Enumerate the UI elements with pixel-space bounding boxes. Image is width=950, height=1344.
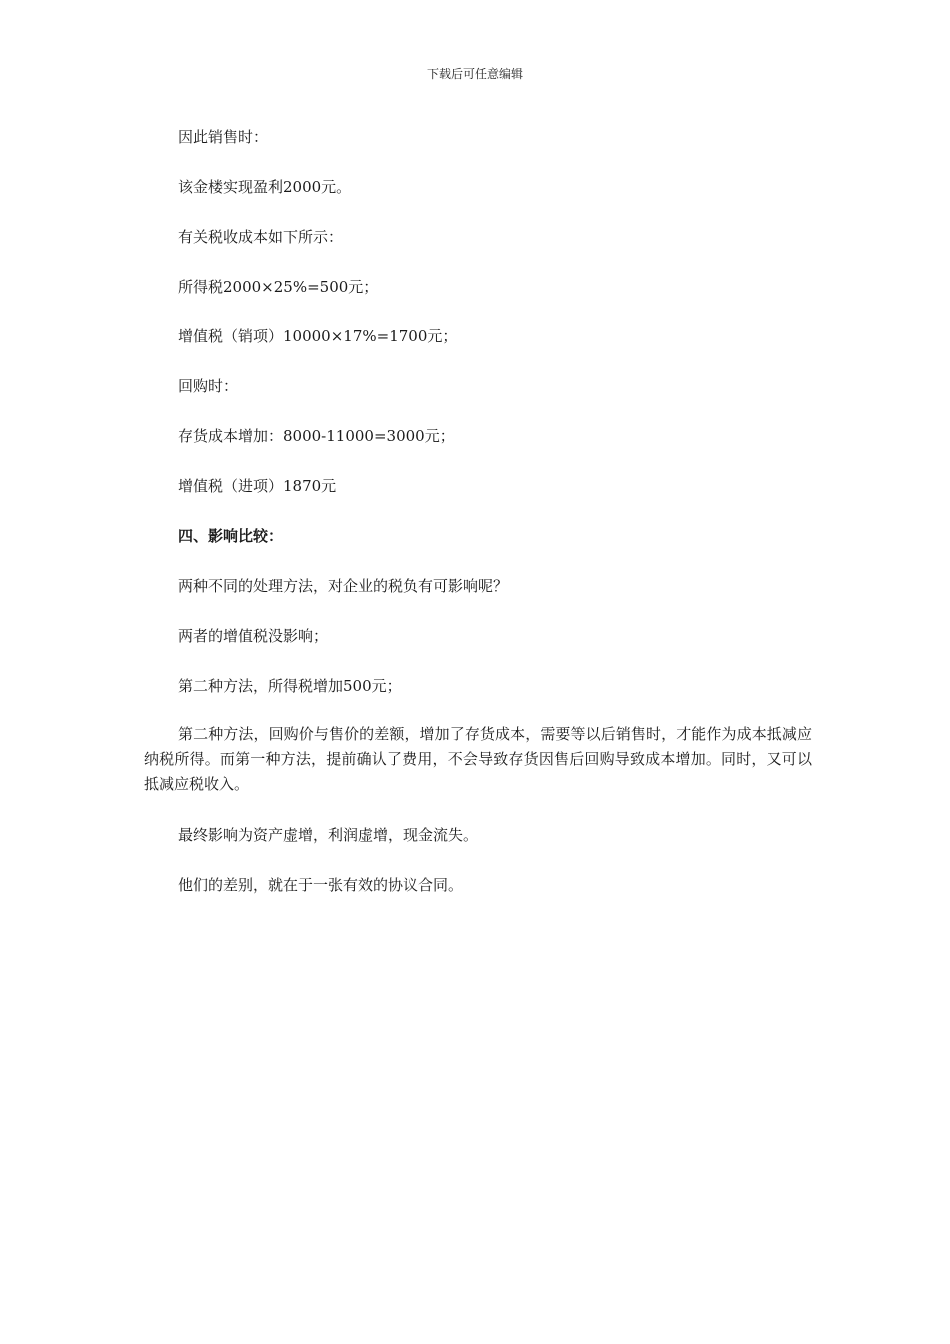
text-line: 第二种方法，所得税增加500元； xyxy=(178,677,402,695)
text-line: 他们的差别，就在于一张有效的协议合同。 xyxy=(178,876,464,894)
section-heading: 四、影响比较： xyxy=(178,527,284,545)
text-line: 有关税收成本如下所示： xyxy=(178,228,344,246)
text-line: 回购时： xyxy=(178,377,239,395)
text-line: 该金楼实现盈利2000元。 xyxy=(178,178,352,196)
paragraph: 第二种方法，回购价与售价的差额，增加了存货成本，需要等以后销售时，才能作为成本抵减应纳税所得。而第一种方法，提前确认了费用，不会导致存货因售后回购导致成本增加。同时，又可以抵减应税收入。 xyxy=(144,725,812,793)
text-line: 因此销售时： xyxy=(178,128,269,146)
page-header: 下载后可任意编辑 xyxy=(426,67,523,81)
text-line: 最终影响为资产虚增，利润虚增，现金流失。 xyxy=(178,826,479,844)
text-line: 两种不同的处理方法，对企业的税负有可影响呢？ xyxy=(178,577,509,595)
text-line: 所得税2000×25%=500元； xyxy=(178,278,379,296)
text-line: 增值税（进项）1870元 xyxy=(178,477,337,495)
text-line: 两者的增值税没影响； xyxy=(178,627,329,645)
text-line: 增值税（销项）10000×17%=1700元； xyxy=(178,327,458,345)
text-line: 存货成本增加：8000-11000=3000元； xyxy=(178,427,455,445)
